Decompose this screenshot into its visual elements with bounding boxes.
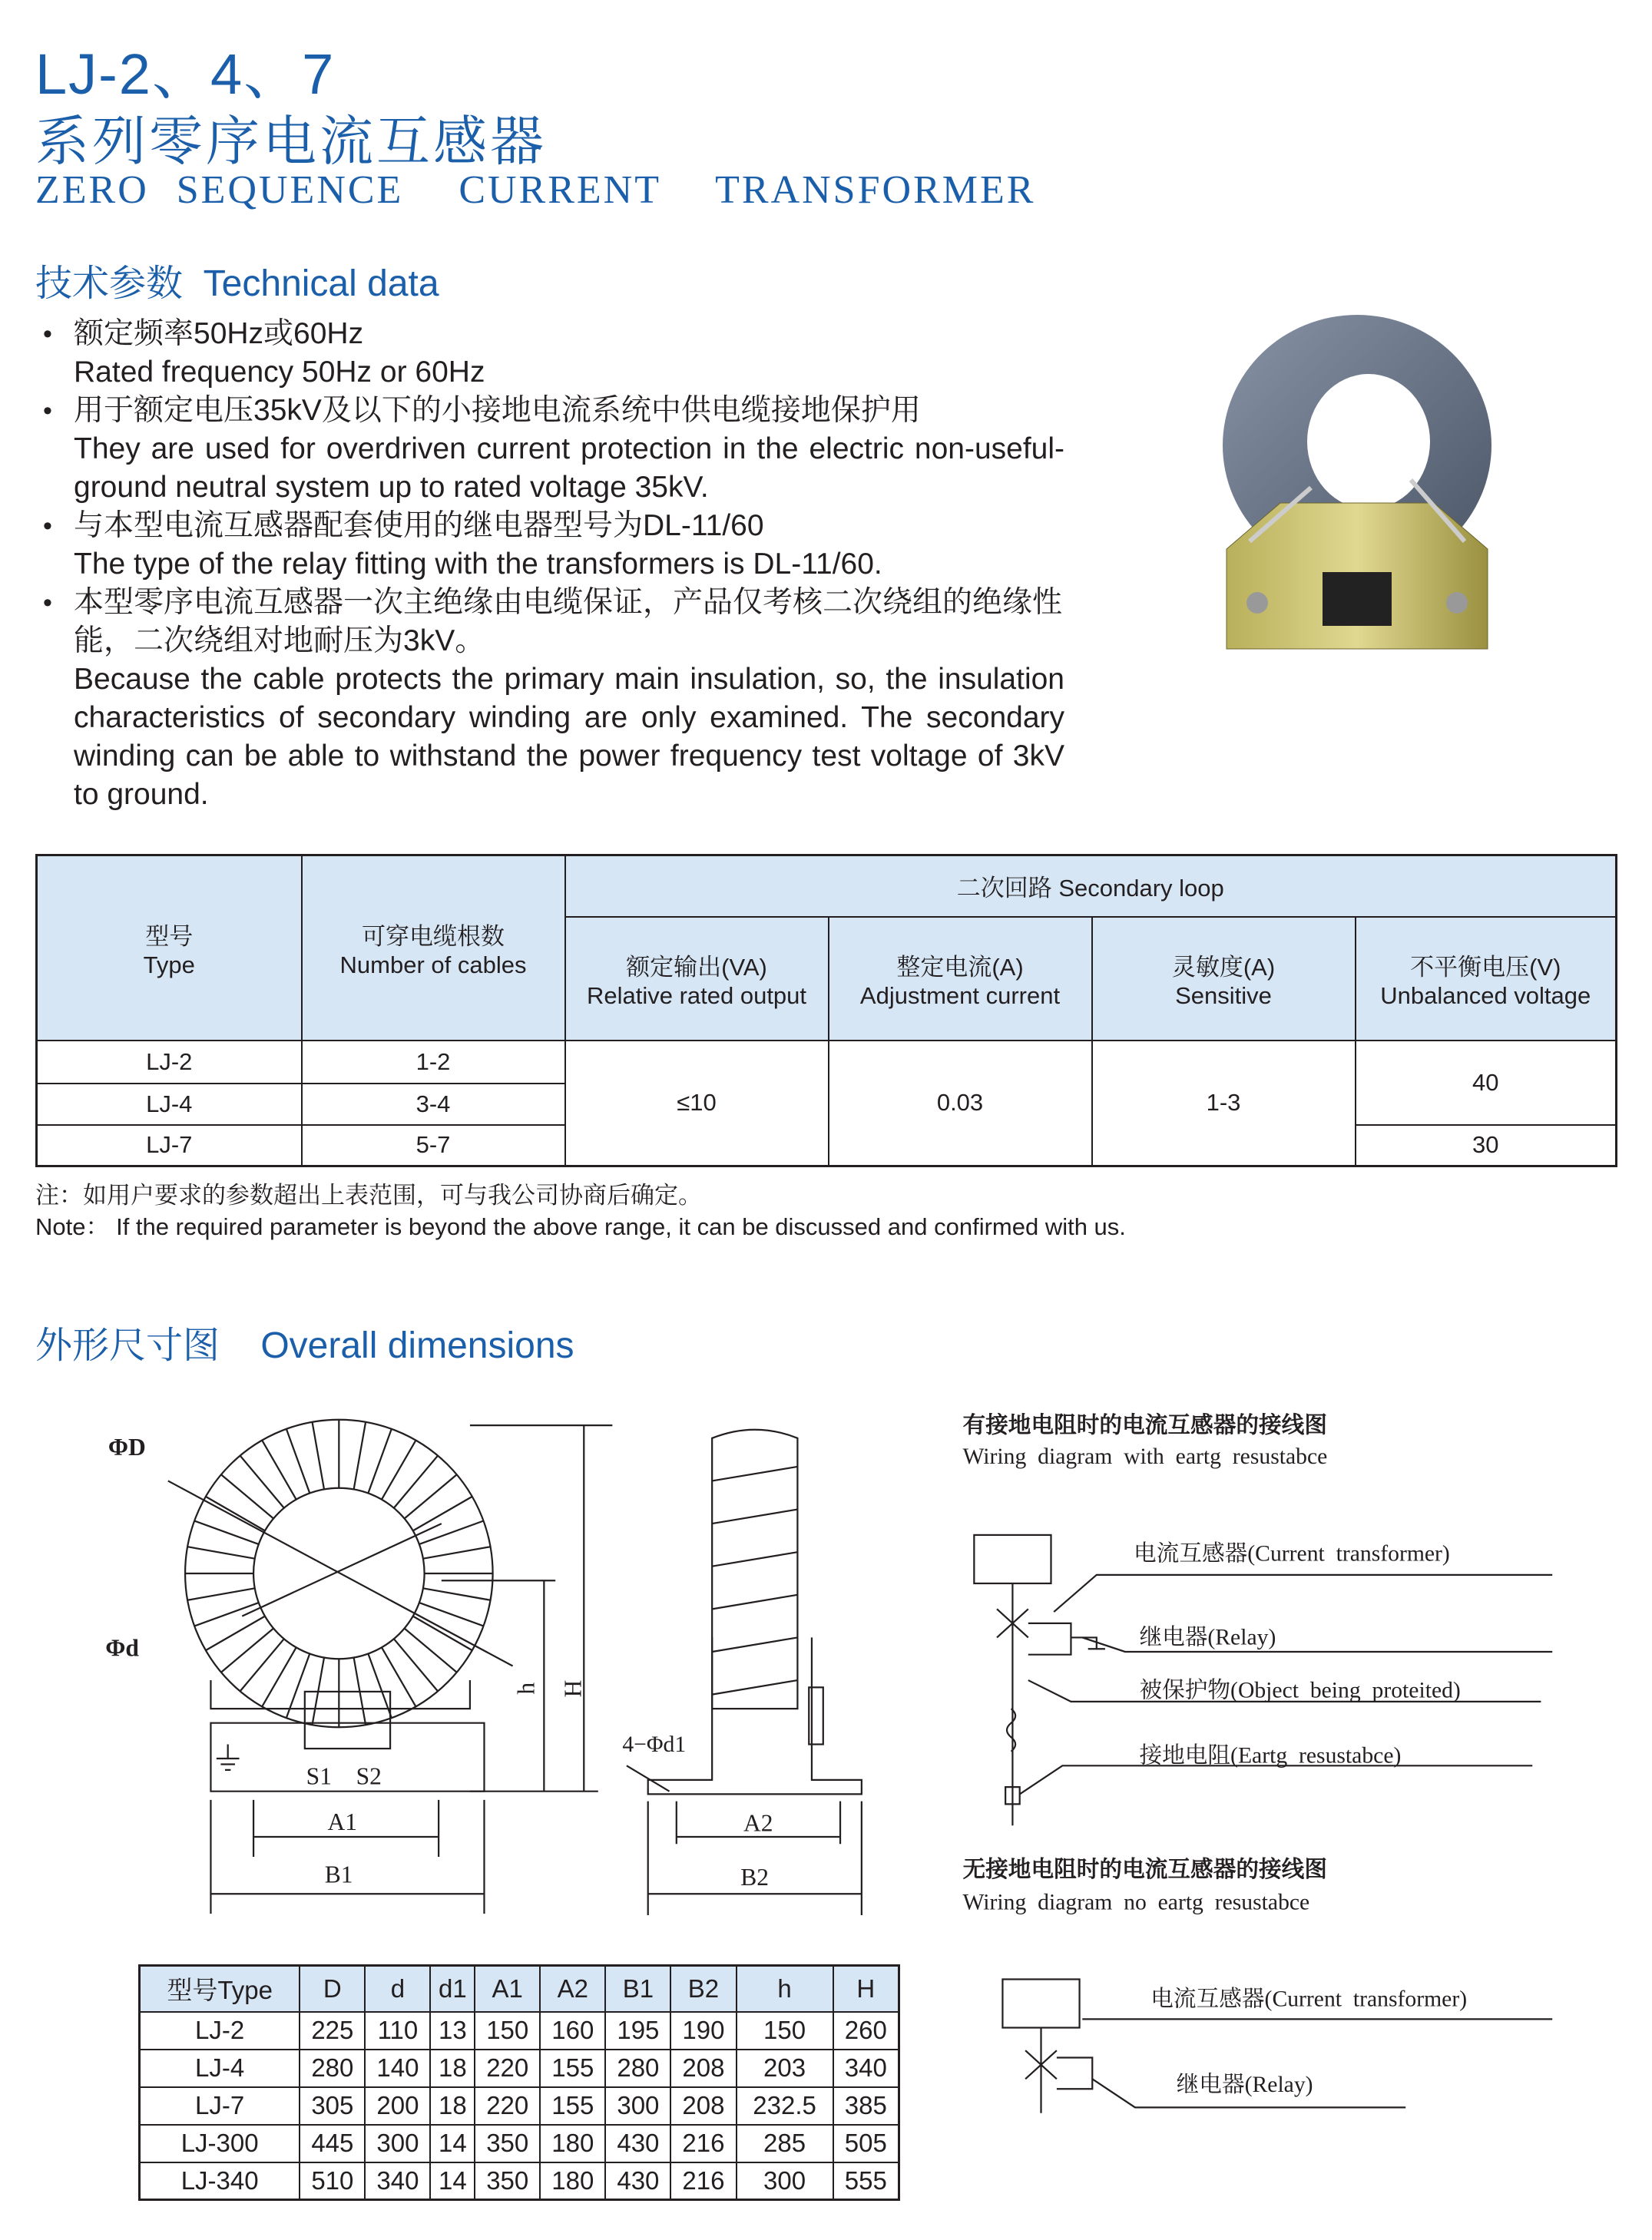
list-item — [43, 392, 1064, 507]
cell: 505 — [833, 2125, 899, 2162]
bullet-en: They are used for overdriven current protection in the electric non-useful-ground neutral system up to rated voltage 35kV. — [74, 432, 1064, 504]
column-header: B1 — [605, 1966, 670, 2012]
header-row — [140, 1966, 899, 2012]
cell: 155 — [540, 2050, 605, 2087]
header-label: Type — [143, 951, 195, 978]
header-type — [37, 855, 302, 1041]
technical-data-heading: 技术参数 Technical data — [35, 263, 439, 304]
cell: 220 — [475, 2050, 540, 2087]
cell: 555 — [833, 2162, 899, 2200]
label-earth-resistance: 接地电阻(Eartg resustabce) — [1139, 1743, 1402, 1769]
bullet-cn: • 本型零序电流互感器一次主绝缘由电缆保证，产品仅考核二次绕组的绝缘性能，二次绕组对地耐压为3kV。 — [74, 586, 1063, 657]
cell: 3-4 — [302, 1084, 565, 1125]
label-A1: A1 — [327, 1808, 358, 1835]
list-item — [43, 315, 1064, 392]
cell: 18 — [430, 2087, 475, 2125]
cell: 220 — [475, 2087, 540, 2125]
winding-line — [286, 1429, 310, 1494]
winding-line — [382, 1441, 416, 1500]
dimensions-table — [138, 1964, 900, 2201]
label-H: H — [559, 1679, 587, 1698]
winding-line — [419, 1603, 484, 1626]
bullet-en: Because the cable protects the primary main insulation, so, the insulation characteristics of secondary winding are only examined. The secondary winding can be able to withstand the power frequency test voltage of 3kV to ground. — [74, 663, 1064, 811]
cell: 1-2 — [302, 1041, 565, 1084]
column-header: 型号Type — [140, 1966, 300, 2012]
header-label: 整定电流(A) — [896, 953, 1024, 981]
cell: 340 — [365, 2162, 430, 2200]
cell: LJ-4 — [140, 2050, 300, 2087]
cell: 190 — [670, 2012, 736, 2050]
note-en: Note： If the required parameter is beyond the above range, it can be discussed and confirmed with us. — [35, 1213, 1126, 1240]
header-sensitive — [1092, 917, 1356, 1041]
cell: 340 — [833, 2050, 899, 2087]
column-header: A2 — [540, 1966, 605, 2012]
cell: 300 — [605, 2087, 670, 2125]
winding-line — [405, 1474, 457, 1518]
technical-data-list — [43, 315, 1064, 814]
winding-line — [262, 1441, 296, 1500]
cell: 300 — [737, 2162, 833, 2200]
cell: 430 — [605, 2162, 670, 2200]
winding-line — [262, 1647, 296, 1706]
cell: 1-3 — [1092, 1041, 1356, 1166]
column-header: H — [833, 1966, 899, 2012]
bullet-en: Rated frequency 50Hz or 60Hz — [74, 356, 485, 389]
header-adjustment — [829, 917, 1092, 1041]
cell: LJ-340 — [140, 2162, 300, 2200]
winding-line — [394, 1456, 438, 1508]
label-S2: S2 — [356, 1762, 382, 1790]
winding-line — [206, 1497, 265, 1531]
cell: 180 — [540, 2162, 605, 2200]
table-row — [140, 2012, 899, 2050]
label-S1: S1 — [306, 1762, 332, 1790]
cell: 350 — [475, 2162, 540, 2200]
cell: 280 — [605, 2050, 670, 2087]
cell: 195 — [605, 2012, 670, 2050]
list-item — [43, 507, 1064, 584]
label-B2: B2 — [740, 1864, 770, 1891]
label-current-transformer: 电流互感器(Current transformer) — [1134, 1541, 1450, 1567]
label-h: h — [512, 1682, 540, 1695]
cell: 18 — [430, 2050, 475, 2087]
winding-line — [240, 1456, 284, 1508]
cell: 155 — [540, 2087, 605, 2125]
table-row — [140, 2050, 899, 2087]
cell: LJ-4 — [37, 1084, 302, 1125]
wiring-title-2-en: Wiring diagram no eartg resustabce — [962, 1890, 1310, 1915]
cell: LJ-7 — [37, 1125, 302, 1166]
column-header: A1 — [475, 1966, 540, 2012]
cell: 40 — [1356, 1041, 1617, 1125]
bullet-cn: • 额定频率50Hz或60Hz — [74, 317, 364, 350]
label-protected-object: 被保护物(Object being proteited) — [1139, 1678, 1461, 1703]
cell: 160 — [540, 2012, 605, 2050]
winding-line — [423, 1547, 491, 1558]
column-header: d1 — [430, 1966, 475, 2012]
product-title-cn: 系列零序电流互感器 — [35, 110, 547, 173]
table-row — [140, 2162, 899, 2200]
side-view-drawing — [627, 1430, 862, 1915]
cell: 260 — [833, 2012, 899, 2050]
cell: 5-7 — [302, 1125, 565, 1166]
bullet-en: The type of the relay fitting with the transformers is DL-11/60. — [74, 548, 882, 581]
header-secondary-loop: 二次回路 Secondary loop — [565, 855, 1617, 917]
winding-line — [382, 1647, 416, 1706]
header-unbalanced — [1356, 917, 1617, 1041]
cell: ≤10 — [565, 1041, 829, 1166]
winding-line — [413, 1616, 472, 1651]
table-row — [140, 2087, 899, 2125]
header-output — [565, 917, 829, 1041]
cell: LJ-7 — [140, 2087, 300, 2125]
bullet-cn: • 与本型电流互感器配套使用的继电器型号为DL-11/60 — [74, 509, 764, 542]
header-label: Number of cables — [339, 951, 527, 978]
note-cn: 注：如用户要求的参数超出上表范围，可与我公司协商后确定。 — [35, 1182, 702, 1209]
cell: 216 — [670, 2125, 736, 2162]
cell: 225 — [300, 2012, 365, 2050]
column-header: B2 — [670, 1966, 736, 2012]
cell: 14 — [430, 2125, 475, 2162]
cell: LJ-300 — [140, 2125, 300, 2162]
label-relay: 继电器(Relay) — [1176, 2072, 1313, 2097]
cell: 14 — [430, 2162, 475, 2200]
header-label: 额定输出(VA) — [626, 953, 767, 981]
winding-line — [405, 1629, 457, 1673]
cell: 150 — [737, 2012, 833, 2050]
cell: 13 — [430, 2012, 475, 2050]
winding-line — [187, 1588, 255, 1600]
winding-line — [240, 1639, 284, 1691]
cell: 350 — [475, 2125, 540, 2162]
cell: 232.5 — [737, 2087, 833, 2125]
label-current-transformer: 电流互感器(Current transformer) — [1150, 1987, 1468, 2012]
label-d1: 4−Φd1 — [622, 1732, 687, 1757]
cell: 305 — [300, 2087, 365, 2125]
table-row — [140, 2125, 899, 2162]
overall-dimensions-heading: 外形尺寸图 Overall dimensions — [35, 1325, 574, 1366]
header-label: Unbalanced voltage — [1380, 981, 1591, 1009]
cell: 385 — [833, 2087, 899, 2125]
product-title-en: ZERO SEQUENCE CURRENT TRANSFORMER — [35, 168, 1036, 212]
wiring-title-2-cn: 无接地电阻时的电流互感器的接线图 — [962, 1857, 1328, 1882]
cell: 0.03 — [829, 1041, 1092, 1166]
cell: 203 — [737, 2050, 833, 2087]
cell: 208 — [670, 2087, 736, 2125]
cell: 180 — [540, 2125, 605, 2162]
header-label: 可穿电缆根数 — [362, 922, 505, 950]
bullet-cn: • 用于额定电压35kV及以下的小接地电流系统中供电缆接地保护用 — [74, 394, 921, 427]
winding-line — [221, 1474, 273, 1518]
column-header: D — [300, 1966, 365, 2012]
header-label: Adjustment current — [859, 981, 1061, 1009]
winding-line — [313, 1422, 324, 1490]
winding-line — [187, 1547, 255, 1558]
winding-line — [221, 1629, 273, 1673]
label-B1: B1 — [324, 1861, 353, 1888]
cell: 140 — [365, 2050, 430, 2087]
list-item — [43, 584, 1064, 814]
header-label: 型号 — [145, 922, 194, 950]
wiring-title-1-en: Wiring diagram with eartg resustabce — [962, 1444, 1328, 1470]
cell: 208 — [670, 2050, 736, 2087]
model-title: LJ-2、4、7 — [35, 42, 336, 106]
cell: LJ-2 — [37, 1041, 302, 1084]
header-cables — [302, 855, 565, 1041]
cell: 285 — [737, 2125, 833, 2162]
wiring-title-1-cn: 有接地电阻时的电流互感器的接线图 — [962, 1413, 1328, 1438]
technical-spec-table — [35, 854, 1617, 1167]
cell: 300 — [365, 2125, 430, 2162]
cell: LJ-2 — [140, 2012, 300, 2050]
winding-line — [413, 1497, 472, 1531]
winding-line — [419, 1520, 484, 1544]
column-header: h — [737, 1966, 833, 2012]
header-label: Sensitive — [1175, 981, 1272, 1009]
label-relay: 继电器(Relay) — [1139, 1625, 1276, 1650]
cell: 510 — [300, 2162, 365, 2200]
label-A2: A2 — [743, 1809, 773, 1837]
winding-line — [423, 1588, 491, 1600]
table-row — [37, 1041, 1617, 1084]
front-view-drawing — [168, 1420, 613, 1914]
product-photo — [1196, 311, 1518, 672]
header-label: 不平衡电压(V) — [1410, 953, 1561, 981]
header-label: Relative rated output — [586, 981, 807, 1009]
label-D: ΦD — [108, 1434, 146, 1461]
cell: 280 — [300, 2050, 365, 2087]
cell: 445 — [300, 2125, 365, 2162]
column-header: d — [365, 1966, 430, 2012]
cell: 110 — [365, 2012, 430, 2050]
cell: 150 — [475, 2012, 540, 2050]
cell: 30 — [1356, 1125, 1617, 1166]
header-label: 灵敏度(A) — [1171, 953, 1276, 981]
winding-line — [394, 1639, 438, 1691]
cell: 216 — [670, 2162, 736, 2200]
winding-line — [354, 1422, 366, 1490]
winding-line — [194, 1603, 259, 1626]
winding-line — [206, 1616, 265, 1651]
label-d: Φd — [105, 1634, 139, 1662]
cell: 200 — [365, 2087, 430, 2125]
cell: 430 — [605, 2125, 670, 2162]
winding-line — [368, 1429, 391, 1494]
